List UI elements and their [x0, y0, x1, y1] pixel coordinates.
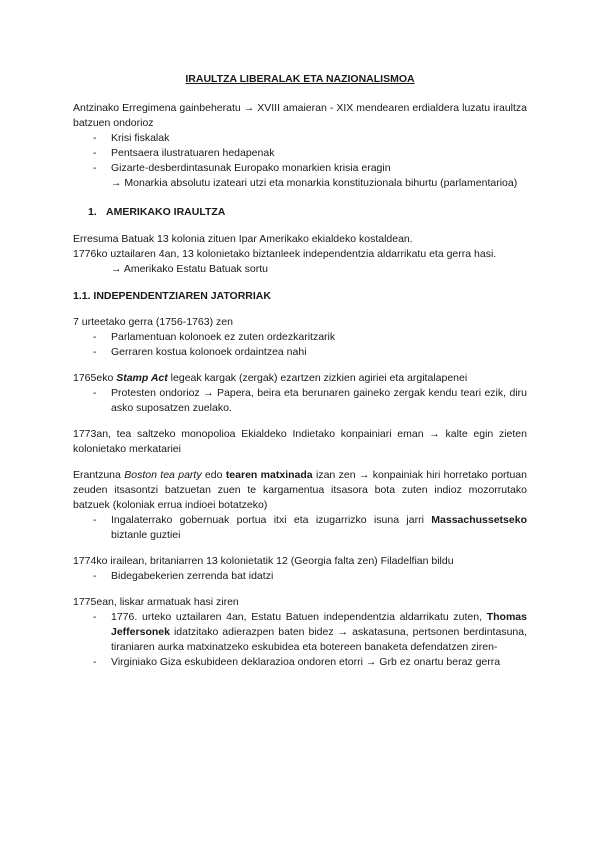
war-list — [73, 330, 527, 360]
congress-list — [73, 569, 527, 584]
intro-text: Antzinako Erregimena gainbeheratu → XVIII amaieran - XIX mendearen erdialdera luzatu iraultza batzuen ondorioz — [73, 102, 527, 129]
text-run: 1776. urteko uztailaren 4an, Estatu Batuen independentzia aldarrikatu zuten, — [111, 611, 487, 623]
boston-list — [73, 513, 527, 543]
list-item — [93, 610, 527, 655]
tea-rebellion-bold: tearen matxinada — [225, 469, 313, 481]
section-1-body — [73, 232, 527, 277]
text-run: izan zen → konpainiak hiri horretako portuan zeuden itsasontzi batzuetan zuen te kargamentua itsasora bota zuten indioz mozorrutako batzuek (koloniak errua indioei botatzeko) — [73, 469, 527, 511]
text-run: idatzitako adierazpen baten bidez → askatasuna, pertsonen berdintasuna, tiraniaren aurka matxinatzeko eskubidea eta botereen banaketa defendatzen ziren- — [111, 626, 527, 653]
section-1-heading — [88, 205, 527, 220]
boston-tea-party-italic: Boston tea party — [124, 469, 202, 481]
list-item: - Parlamentuan kolonoek ez zuten ordezkaritzarik — [93, 330, 527, 345]
jefferson-bold: Thomas Jeffersonek — [111, 611, 527, 638]
section-1-line-2: 1776ko uztailaren 4an, 13 kolonietako biztanleek independentzia aldarrikatu eta gerra hasi. — [73, 248, 497, 260]
tea-monopoly-text: 1773an, tea saltzeko monopolioa Ekialdeko Indietako konpainiari eman → kalte egin zieten kolonietako merkatariei — [73, 428, 527, 455]
intro-block — [73, 101, 527, 191]
section-1-arrow-note: → Amerikako Estatu Batuak sortu — [111, 263, 268, 275]
list-item: - Virginiako Giza eskubideen deklarazioa ondoren etorri → Grb ez onartu beraz gerra — [93, 655, 527, 670]
text-run: Erantzuna — [73, 469, 125, 481]
section-1-1-heading: 1.1. INDEPENDENTZIAREN JATORRIAK — [73, 290, 271, 302]
boston-tea-party-block — [73, 468, 527, 543]
massachusetts-bold: Massachussetseko — [431, 514, 527, 526]
armed-conflict-block — [73, 595, 527, 670]
list-item: - Bidegabekerien zerrenda bat idatzi — [93, 569, 527, 584]
tea-monopoly-block — [73, 427, 527, 457]
war-block — [73, 315, 527, 360]
stamp-act-text — [73, 371, 527, 386]
list-item: - Protesten ondorioz → Papera, beira eta berunaren gaineko zergak kendu teari ezik, diru asko suposatzen zuelako. — [93, 386, 527, 416]
stamp-act-list — [73, 386, 527, 416]
list-item — [93, 513, 527, 543]
armed-conflict-text: 1775ean, liskar armatuak hasi ziren — [73, 596, 239, 608]
armed-conflict-list — [73, 610, 527, 670]
text-run: legeak kargak (zergak) ezartzen zizkien agiriei eta argitalapenei — [167, 372, 468, 384]
congress-text: 1774ko irailean, britaniarren 13 kolonietatik 12 (Georgia falta zen) Filadelfian bildu — [73, 555, 454, 567]
intro-arrow-note: → Monarkia absolutu izateari utzi eta monarkia konstituzionala bihurtu (parlamentarioa) — [111, 177, 518, 189]
document-title: IRAULTZA LIBERALAK ETA NAZIONALISMOA — [185, 73, 415, 85]
section-1-title: AMERIKAKO IRAULTZA — [106, 206, 226, 218]
text-run: 1765eko — [73, 372, 117, 384]
text-run: biztanle guztiei — [111, 529, 181, 541]
list-item: - Gizarte-desberdintasunak Europako monarkien krisia eragin — [93, 161, 527, 176]
intro-list — [73, 131, 527, 176]
war-text: 7 urteetako gerra (1756-1763) zen — [73, 316, 233, 328]
boston-tea-party-text — [73, 468, 527, 513]
stamp-act-block — [73, 371, 527, 416]
stamp-act-emphasis: Stamp Act — [116, 372, 168, 384]
list-item: - Pentsaera ilustratuaren hedapenak — [93, 146, 527, 161]
list-item: - Gerraren kostua kolonoek ordaintzea nahi — [93, 345, 527, 360]
text-run: Ingalaterrako gobernuak portua itxi eta izugarrizko isuna jarri — [111, 514, 432, 526]
congress-block — [73, 554, 527, 584]
list-item: - Krisi fiskalak — [93, 131, 527, 146]
section-1-number: 1. — [88, 206, 97, 218]
text-run: edo — [201, 469, 226, 481]
section-1-line-1: Erresuma Batuak 13 kolonia zituen Ipar Amerikako ekialdeko kostaldean. — [73, 233, 413, 245]
